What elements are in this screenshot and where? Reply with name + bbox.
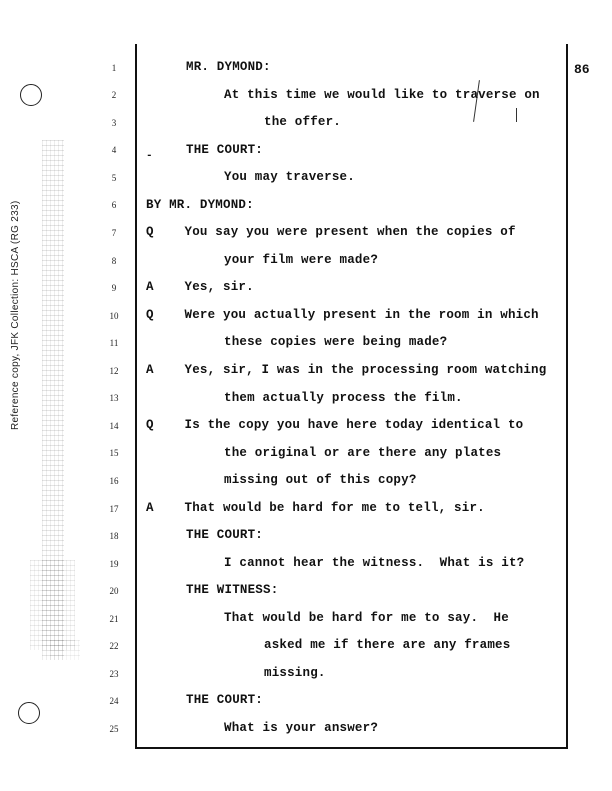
- transcript-line: I cannot hear the witness. What is it?: [224, 556, 525, 570]
- line-number: 4: [111, 145, 117, 155]
- transcript-line: Q You say you were present when the copies of: [146, 225, 516, 239]
- line-number: 18: [109, 531, 119, 541]
- line-number: 10: [109, 311, 119, 321]
- line-number: 13: [109, 393, 119, 403]
- transcript-line: At this time we would like to traverse on: [224, 88, 540, 102]
- transcript-line: THE COURT:: [186, 143, 264, 157]
- line-number: 15: [109, 448, 119, 458]
- line-number: 19: [109, 559, 119, 569]
- transcript-line: A Yes, sir.: [146, 280, 254, 294]
- transcript-line: A Yes, sir, I was in the processing room watching: [146, 363, 547, 377]
- transcript-line: asked me if there are any frames: [264, 638, 511, 652]
- transcript-line: What is your answer?: [224, 721, 379, 735]
- line-number: 23: [109, 669, 119, 679]
- line-number: 2: [111, 90, 117, 100]
- transcript-line: You may traverse.: [224, 170, 355, 184]
- transcript-line: MR. DYMOND:: [186, 60, 271, 74]
- transcript-line: missing out of this copy?: [224, 473, 417, 487]
- line-number: 9: [111, 283, 117, 293]
- scan-noise: [30, 560, 75, 650]
- transcript-line: THE WITNESS:: [186, 583, 279, 597]
- punch-hole-bottom: [18, 702, 40, 724]
- transcript-line: Q Is the copy you have here today identical to: [146, 418, 524, 432]
- margin-dash: -: [146, 150, 153, 162]
- transcript-line: the original or are there any plates: [224, 446, 502, 460]
- page-number: 86: [574, 62, 590, 77]
- line-number: 16: [109, 476, 119, 486]
- punch-hole-top: [20, 84, 42, 106]
- line-number: 22: [109, 641, 119, 651]
- line-number: 7: [111, 228, 117, 238]
- line-number: 25: [109, 724, 119, 734]
- transcript-line: A That would be hard for me to tell, sir.: [146, 501, 485, 515]
- transcript-line: missing.: [264, 666, 326, 680]
- line-number: 24: [109, 696, 119, 706]
- bottom-rule: [135, 747, 567, 749]
- line-number: 6: [111, 200, 117, 210]
- transcript-line: the offer.: [264, 115, 342, 129]
- line-number: 14: [109, 421, 119, 431]
- pen-mark: [516, 108, 517, 122]
- left-margin-rule: [135, 44, 137, 749]
- line-number: 17: [109, 504, 119, 514]
- right-margin-rule: [566, 44, 568, 749]
- line-number: 1: [111, 63, 117, 73]
- transcript-line: THE COURT:: [186, 693, 264, 707]
- transcript-line: Q Were you actually present in the room in which: [146, 308, 539, 322]
- transcript-line: them actually process the film.: [224, 391, 463, 405]
- line-number: 5: [111, 173, 117, 183]
- scan-noise: [50, 640, 80, 660]
- transcript-line: BY MR. DYMOND:: [146, 198, 254, 212]
- line-number: 8: [111, 256, 117, 266]
- line-number: 12: [109, 366, 119, 376]
- transcript-line: these copies were being made?: [224, 335, 448, 349]
- line-number: 3: [111, 118, 117, 128]
- transcript-line: your film were made?: [224, 253, 379, 267]
- transcript-line: THE COURT:: [186, 528, 264, 542]
- transcript-line: That would be hard for me to say. He: [224, 611, 509, 625]
- archive-reference-label: Reference copy, JFK Collection: HSCA (RG 233): [10, 200, 21, 430]
- line-number: 20: [109, 586, 119, 596]
- line-number: 21: [109, 614, 119, 624]
- line-number: 11: [109, 338, 119, 348]
